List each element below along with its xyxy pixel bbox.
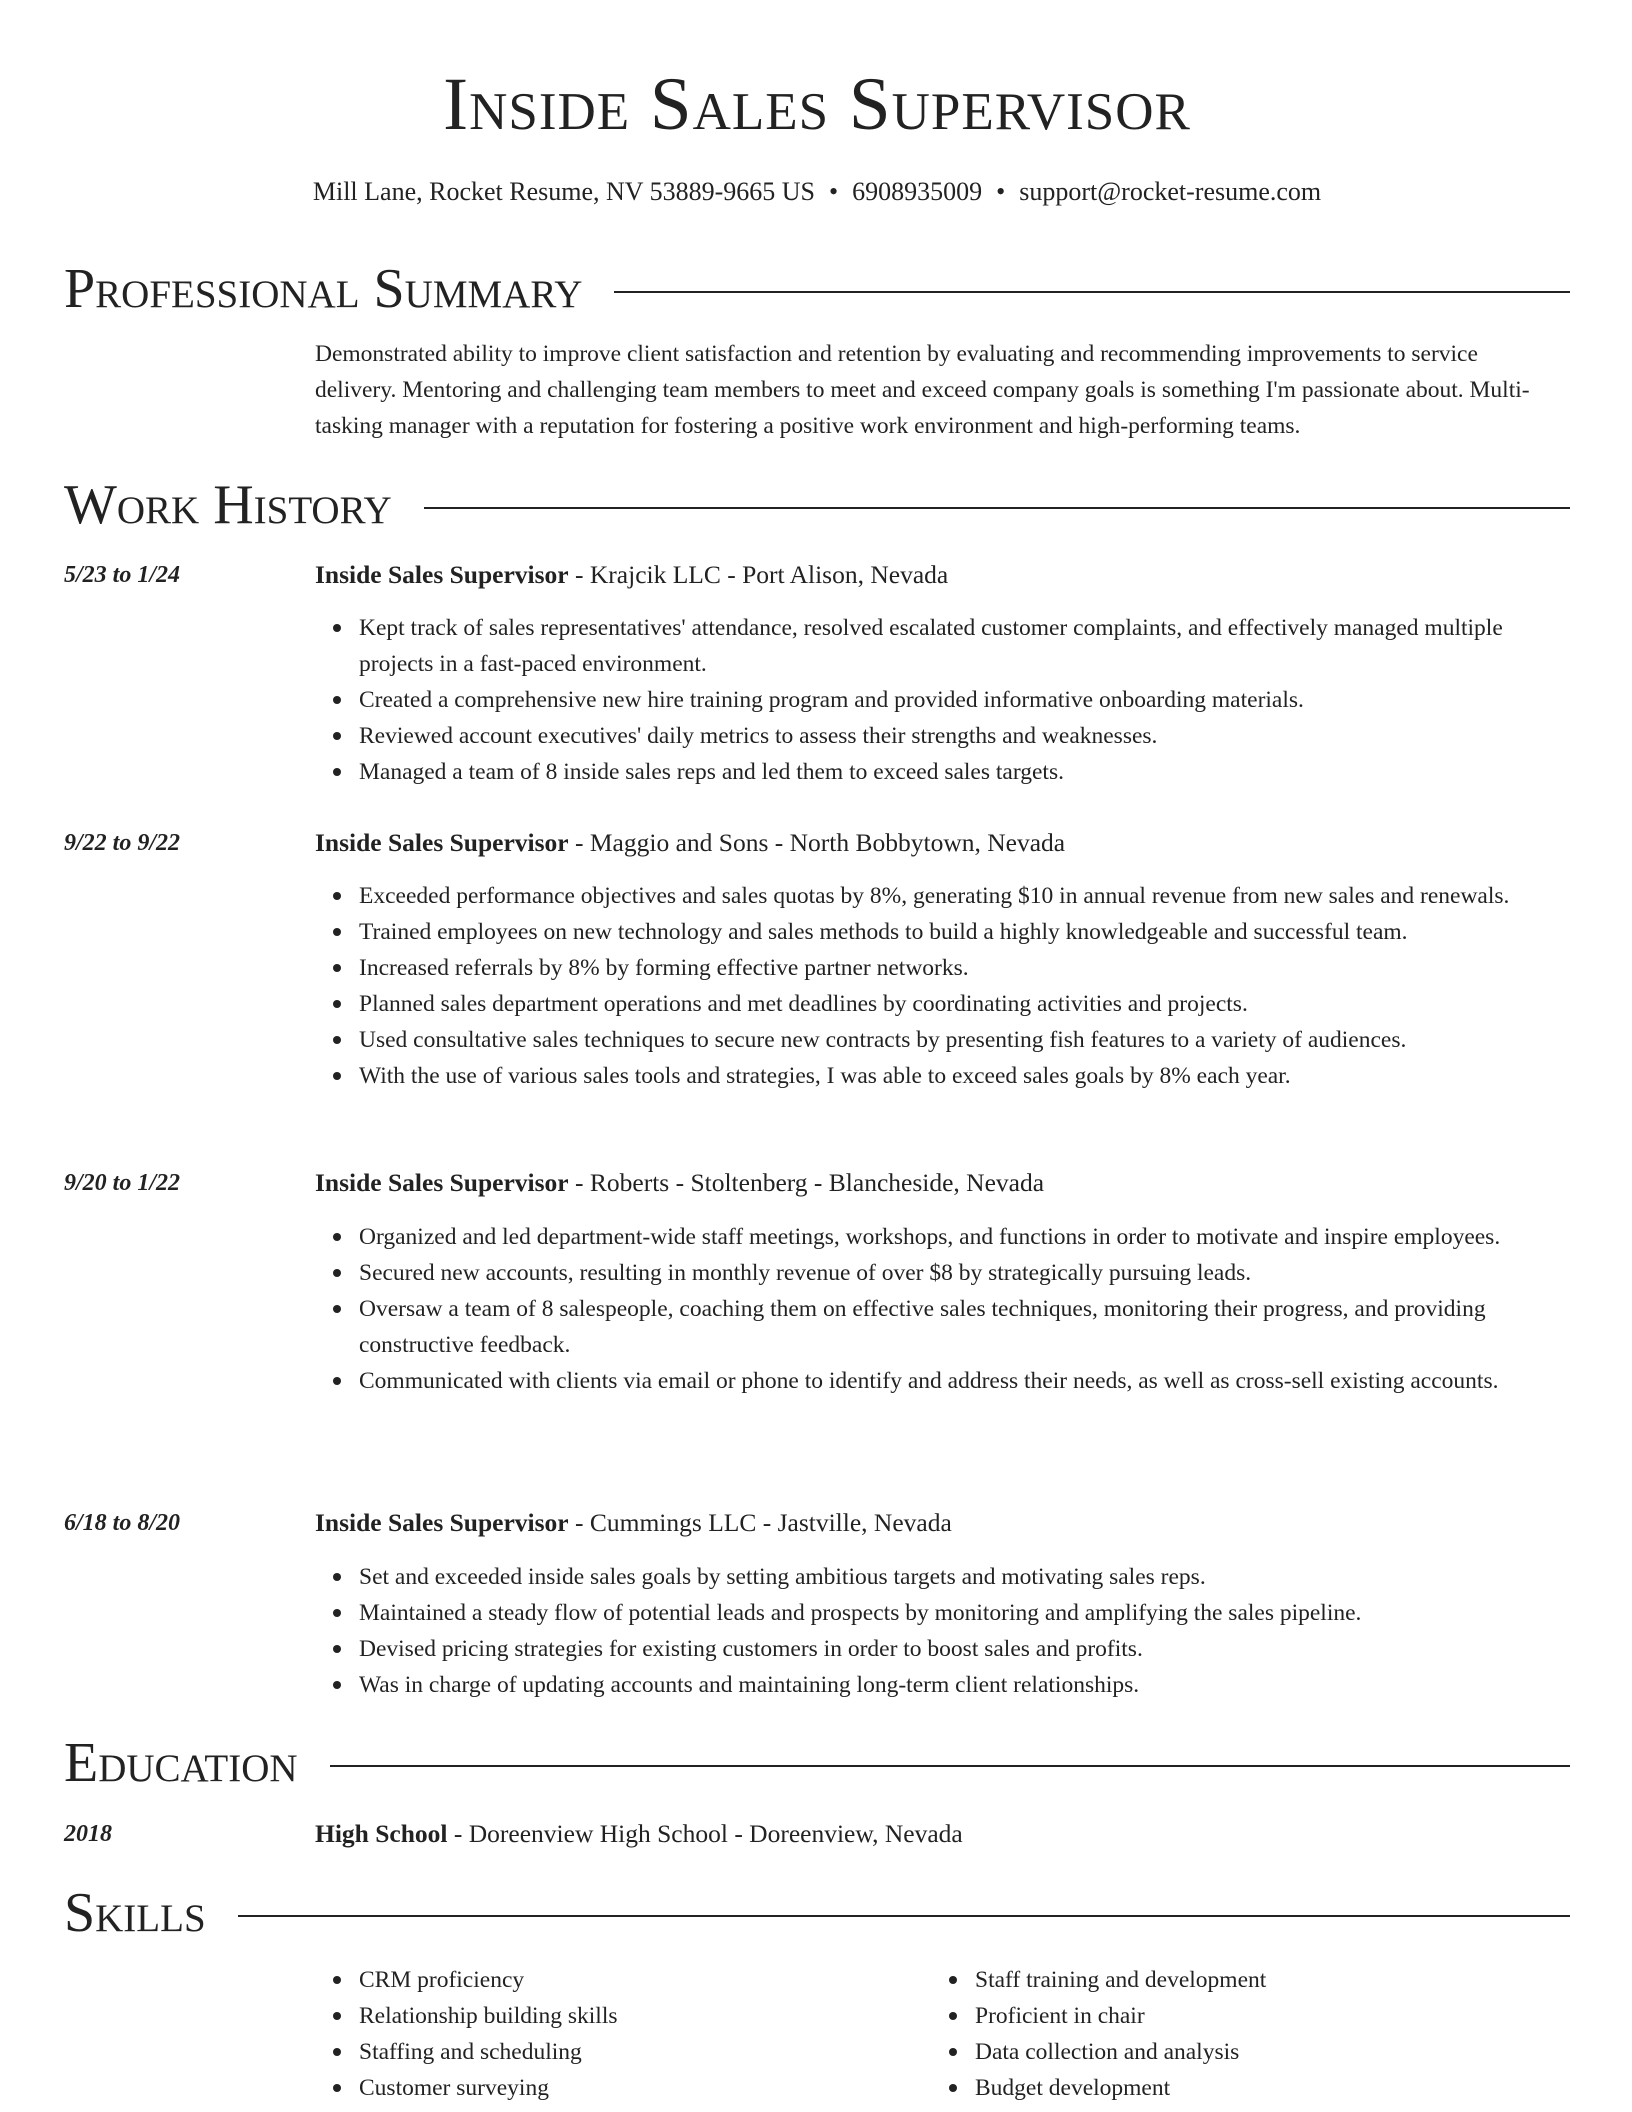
section-divider (238, 1915, 1570, 1917)
contact-email: support@rocket-resume.com (1019, 177, 1322, 206)
job-role: Inside Sales Supervisor (315, 560, 569, 589)
list-item: Created a comprehensive new hire training program and provided informative onboarding materials. (359, 682, 1565, 718)
section-header-education (64, 1728, 1570, 1798)
list-item: Secured new accounts, resulting in monthly revenue of over $8 by strategically pursuing leads. (359, 1255, 1565, 1291)
list-item: Reviewed account executives' daily metrics to assess their strengths and weaknesses. (359, 718, 1565, 754)
section-title-skills: Skills (64, 1882, 206, 1944)
job-company: - Maggio and Sons - North Bobbytown, Nevada (568, 828, 1066, 857)
skill-item: Staff training and development (975, 1962, 1531, 1998)
summary-text: Demonstrated ability to improve client satisfaction and retention by evaluating and recommending improvements to service delivery. Mentoring and challenging team members to meet and exceed company goals is something I'm passionate about. Multi-tasking manager with a reputation for fostering a positive work environment and high-performing teams. (315, 341, 1530, 439)
job-role: Inside Sales Supervisor (315, 1508, 569, 1537)
job-title-line (315, 1506, 952, 1540)
section-header-work (64, 470, 1570, 540)
section-title-education: Education (64, 1732, 298, 1794)
contact-line (64, 175, 1570, 209)
job-title-line (315, 558, 948, 592)
job-bullets (315, 1559, 1565, 1703)
section-title-summary: Professional Summary (64, 258, 583, 320)
education-degree: High School (315, 1819, 448, 1848)
contact-separator: • (996, 177, 1006, 206)
skill-item: Data collection and analysis (975, 2034, 1531, 2070)
job-title-line (315, 1166, 1044, 1200)
list-item: Was in charge of updating accounts and maintaining long-term client relationships. (359, 1667, 1565, 1703)
list-item: Organized and led department-wide staff meetings, workshops, and functions in order to motivate and inspire employees. (359, 1219, 1565, 1255)
job-date: 5/23 to 1/24 (64, 562, 181, 588)
contact-phone: 6908935009 (852, 177, 983, 206)
list-item: Oversaw a team of 8 salespeople, coaching them on effective sales techniques, monitoring their progress, and providing constructive feedback. (359, 1291, 1565, 1363)
education-school: - Doreenview High School - Doreenview, Nevada (447, 1819, 963, 1848)
education-date: 2018 (64, 1821, 112, 1847)
list-item: Trained employees on new technology and sales methods to build a highly knowledgeable and successful team. (359, 914, 1565, 950)
contact-address: Mill Lane, Rocket Resume, NV 53889-9665 US (312, 177, 815, 206)
list-item: Increased referrals by 8% by forming effective partner networks. (359, 950, 1565, 986)
list-item: Devised pricing strategies for existing customers in order to boost sales and profits. (359, 1631, 1565, 1667)
resume-name: Inside Sales Supervisor (443, 63, 1191, 146)
skill-item: Customer surveying (359, 2070, 915, 2106)
skills-list-right (931, 1962, 1531, 2106)
job-bullets (315, 1219, 1565, 1399)
skill-item: CRM proficiency (359, 1962, 915, 1998)
skills-list-left (315, 1962, 915, 2106)
list-item: Set and exceeded inside sales goals by setting ambitious targets and motivating sales reps. (359, 1559, 1565, 1595)
list-item: Used consultative sales techniques to secure new contracts by presenting fish features to a variety of audiences. (359, 1022, 1565, 1058)
contact-separator: • (829, 177, 839, 206)
skill-item: Proficient in chair (975, 1998, 1531, 2034)
job-date: 6/18 to 8/20 (64, 1510, 181, 1536)
list-item: Planned sales department operations and met deadlines by coordinating activities and projects. (359, 986, 1565, 1022)
job-company: - Roberts - Stoltenberg - Blancheside, Nevada (568, 1168, 1045, 1197)
list-item: Communicated with clients via email or phone to identify and address their needs, as well as cross-sell existing accounts. (359, 1363, 1565, 1399)
list-item: Maintained a steady flow of potential leads and prospects by monitoring and amplifying the sales pipeline. (359, 1595, 1565, 1631)
section-divider (424, 507, 1570, 509)
list-item: With the use of various sales tools and strategies, I was able to exceed sales goals by 8% each year. (359, 1058, 1565, 1094)
job-role: Inside Sales Supervisor (315, 828, 569, 857)
section-header-skills (64, 1878, 1570, 1948)
section-header-summary (64, 254, 1570, 324)
list-item: Kept track of sales representatives' attendance, resolved escalated customer complaints, and effectively managed multiple projects in a fast-paced environment. (359, 610, 1565, 682)
job-title-line (315, 826, 1065, 860)
section-title-work: Work History (64, 474, 392, 536)
skill-item: Relationship building skills (359, 1998, 915, 2034)
section-divider (614, 291, 1570, 293)
skill-item: Staffing and scheduling (359, 2034, 915, 2070)
list-item: Exceeded performance objectives and sales quotas by 8%, generating $10 in annual revenue from new sales and renewals. (359, 878, 1565, 914)
job-role: Inside Sales Supervisor (315, 1168, 569, 1197)
job-bullets (315, 610, 1565, 790)
list-item: Managed a team of 8 inside sales reps and led them to exceed sales targets. (359, 754, 1565, 790)
job-company: - Krajcik LLC - Port Alison, Nevada (568, 560, 949, 589)
skill-item: Budget development (975, 2070, 1531, 2106)
job-company: - Cummings LLC - Jastville, Nevada (568, 1508, 952, 1537)
education-title-line (315, 1817, 963, 1851)
job-bullets (315, 878, 1565, 1094)
job-date: 9/20 to 1/22 (64, 1170, 181, 1196)
section-divider (330, 1765, 1570, 1767)
job-date: 9/22 to 9/22 (64, 830, 181, 856)
